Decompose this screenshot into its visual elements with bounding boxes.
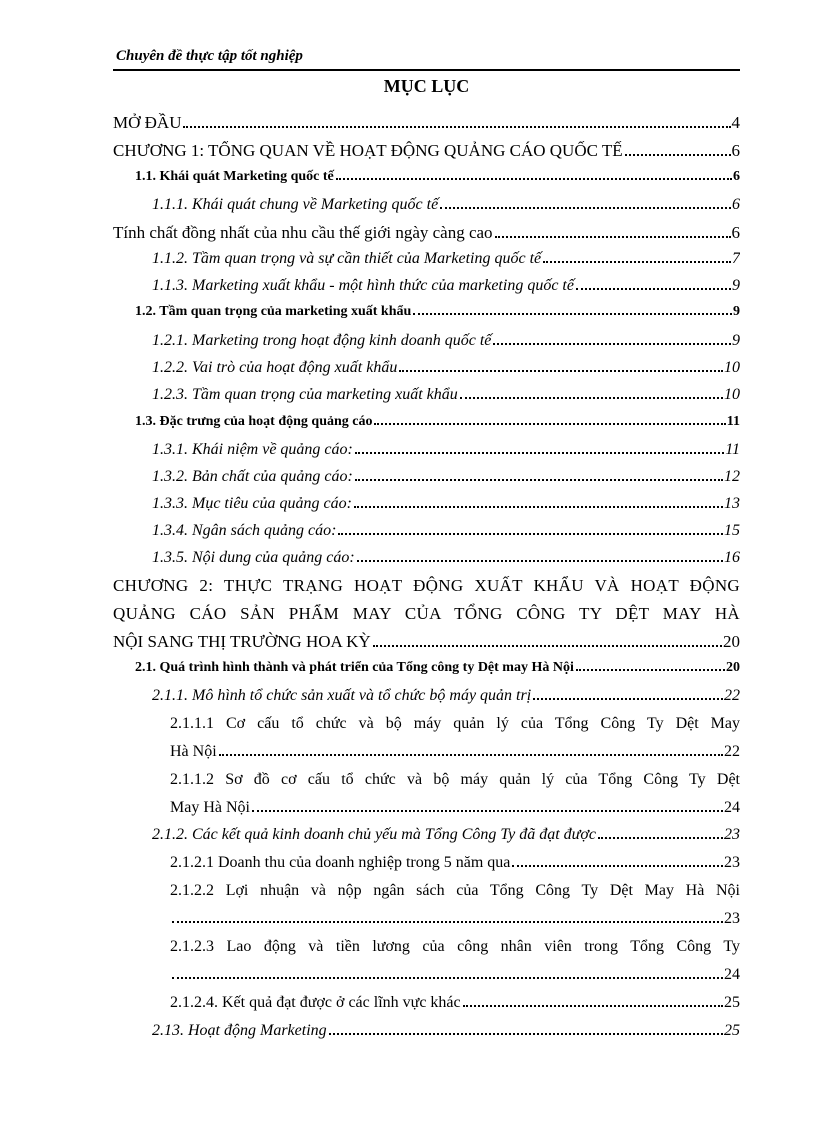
toc-entry[interactable] — [170, 743, 740, 761]
leader-dots — [374, 423, 725, 425]
leader-dots — [329, 1033, 723, 1035]
toc-entry[interactable] — [152, 468, 740, 486]
leader-dots — [336, 178, 732, 180]
leader-dots — [533, 698, 723, 700]
toc-entry-text: 1.2. Tầm quan trọng của marketing xuất khẩu — [135, 304, 412, 319]
page-header: Chuyên đề thực tập tốt nghiệp — [116, 48, 303, 64]
leader-dots — [355, 452, 724, 454]
header-rule — [113, 69, 740, 71]
toc-entry[interactable] — [170, 854, 740, 872]
toc-entry[interactable] — [135, 414, 740, 430]
toc-entry-page: 23 — [724, 854, 740, 871]
toc-entry-page: 11 — [725, 441, 740, 458]
leader-dots — [399, 370, 723, 372]
toc-entry-text: MỞ ĐẦU — [113, 113, 182, 132]
toc-entry-page: 6 — [731, 141, 740, 160]
toc-entry-text: 1.3.4. Ngân sách quảng cáo: — [152, 522, 337, 539]
toc-entry-page: 10 — [724, 359, 740, 376]
leader-dots — [495, 236, 731, 238]
toc-entry[interactable] — [152, 522, 740, 540]
toc-entry[interactable] — [152, 332, 740, 350]
toc-entry-page: 23 — [724, 826, 740, 843]
toc-entry-text: 2.13. Hoạt động Marketing — [152, 1022, 327, 1039]
toc-entry[interactable] — [113, 141, 740, 161]
toc-entry[interactable] — [135, 169, 740, 185]
toc-entry-text: 1.1.2. Tầm quan trọng và sự cần thiết của Marketing quốc tế — [152, 250, 542, 267]
toc-entry-page: 9 — [732, 332, 740, 349]
toc-entry-page: 6 — [732, 196, 740, 213]
toc-entry[interactable] — [152, 359, 740, 377]
toc-entry-text: 1.2.3. Tầm quan trọng của marketing xuất khẩu — [152, 386, 458, 403]
toc-entry-page: 6 — [733, 169, 740, 184]
toc-entry-text: 1.1. Khái quát Marketing quốc tế — [135, 169, 334, 184]
toc-entry[interactable] — [152, 1022, 740, 1040]
leader-dots — [543, 261, 731, 263]
toc-entry-text: 2.1.2.1 Doanh thu của doanh nghiệp trong 5 năm qua — [170, 854, 511, 871]
toc-entry-page: 24 — [724, 966, 740, 983]
leader-dots — [576, 669, 725, 671]
toc-entry-text: 2.1. Quá trình hình thành và phát triển của Tổng công ty Dệt may Hà Nội — [135, 660, 574, 675]
leader-dots — [252, 810, 723, 812]
toc-entry[interactable] — [152, 687, 740, 705]
toc-entry-text: 1.3. Đặc trưng của hoạt động quảng cáo — [135, 414, 373, 429]
toc-entry[interactable] — [135, 304, 740, 320]
toc-entry-text: 2.1.2.3 Lao động và tiền lương của công nhân viên trong Tổng Công Ty — [170, 938, 740, 955]
toc-entry[interactable] — [135, 660, 740, 676]
toc-chapter2-line2: QUẢNG CÁO SẢN PHẨM MAY CỦA TỔNG CÔNG TY DỆT MAY HÀ — [113, 604, 740, 623]
toc-entry-text: 2.1.2.2 Lợi nhuận và nộp ngân sách của Tổng Công Ty Dệt May Hà Nội — [170, 882, 740, 899]
leader-dots — [172, 921, 723, 923]
leader-dots — [413, 313, 732, 315]
toc-entry-page: 12 — [724, 468, 740, 485]
toc-entry-page: 9 — [733, 304, 740, 319]
toc-entry[interactable] — [170, 799, 740, 817]
toc-entry-page: 4 — [731, 113, 740, 132]
toc-entry-page: 22 — [724, 687, 740, 704]
toc-entry-page: 11 — [726, 414, 740, 429]
toc-entry-text: 1.1.3. Marketing xuất khẩu - một hình thức của marketing quốc tế — [152, 277, 574, 294]
leader-dots — [463, 1005, 723, 1007]
toc-entry-page: 23 — [724, 910, 740, 927]
leader-dots — [172, 977, 723, 979]
toc-entry-text: 2.1.1. Mô hình tổ chức sản xuất và tổ chức bộ máy quản trị — [152, 687, 532, 704]
toc-entry[interactable] — [170, 994, 740, 1012]
toc-entry-page: 15 — [724, 522, 740, 539]
leader-dots — [373, 645, 722, 647]
toc-entry-page: 24 — [724, 799, 740, 816]
toc-chapter2-line1: CHƯƠNG 2: THỰC TRẠNG HOẠT ĐỘNG XUẤT KHẨU VÀ HOẠT ĐỘNG — [113, 576, 740, 595]
toc-entry-page: 6 — [731, 223, 740, 242]
toc-entry[interactable] — [152, 441, 740, 459]
toc-entry-text: 1.1.1. Khái quát chung về Marketing quốc tế — [152, 196, 439, 213]
toc-entry-page: 22 — [724, 743, 740, 760]
toc-entry-page: 10 — [724, 386, 740, 403]
leader-dots — [338, 533, 723, 535]
toc-entry-text: 2.1.1.1 Cơ cấu tổ chức và bộ máy quản lý của Tổng Công Ty Dệt May — [170, 715, 740, 732]
toc-entry[interactable] — [170, 910, 740, 928]
toc-entry-page: 20 — [726, 660, 740, 675]
toc-entry[interactable] — [113, 113, 740, 133]
toc-entry-text: Tính chất đồng nhất của nhu cầu thế giới ngày càng cao — [113, 223, 493, 242]
leader-dots — [460, 397, 723, 399]
toc-entry-text: Hà Nội — [170, 743, 217, 760]
leader-dots — [357, 560, 723, 562]
toc-entry[interactable] — [170, 966, 740, 984]
toc-entry-text: 1.3.2. Bản chất của quảng cáo: — [152, 468, 353, 485]
leader-dots — [183, 126, 730, 128]
toc-entry[interactable] — [152, 826, 740, 844]
leader-dots — [219, 754, 723, 756]
toc-entry-text: 1.2.2. Vai trò của hoạt động xuất khẩu — [152, 359, 398, 376]
toc-title: MỤC LỤC — [383, 76, 470, 96]
leader-dots — [354, 506, 723, 508]
toc-entry[interactable] — [152, 495, 740, 513]
toc-entry-text: CHƯƠNG 1: TỔNG QUAN VỀ HOẠT ĐỘNG QUẢNG CÁO QUỐC TẾ — [113, 141, 623, 160]
toc-entry-page: 16 — [724, 549, 740, 566]
toc-entry[interactable] — [152, 549, 740, 567]
leader-dots — [440, 207, 731, 209]
leader-dots — [576, 288, 731, 290]
toc-entry-page: 25 — [724, 1022, 740, 1039]
toc-entry[interactable] — [113, 632, 740, 652]
toc-entry-page: 25 — [724, 994, 740, 1011]
toc-entry-text: 2.1.1.2 Sơ đồ cơ cấu tổ chức và bộ máy quản lý của Tổng Công Ty Dệt — [170, 771, 740, 788]
leader-dots — [493, 343, 731, 345]
toc-entry-text: 2.1.2. Các kết quả kinh doanh chủ yếu mà Tổng Công Ty đã đạt được — [152, 826, 597, 843]
leader-dots — [355, 479, 723, 481]
toc-entry-text: 1.3.3. Mục tiêu của quảng cáo: — [152, 495, 352, 512]
leader-dots — [625, 154, 731, 156]
leader-dots — [598, 837, 723, 839]
toc-entry-text: NỘI SANG THỊ TRƯỜNG HOA KỲ — [113, 632, 371, 651]
toc-entry-text: 2.1.2.4. Kết quả đạt được ở các lĩnh vực khác — [170, 994, 461, 1011]
toc-entry[interactable] — [152, 386, 740, 404]
toc-entry-page: 7 — [732, 250, 740, 267]
toc-entry-page: 20 — [723, 632, 740, 651]
toc-entry[interactable] — [152, 277, 740, 295]
toc-entry-text: 1.2.1. Marketing trong hoạt động kinh doanh quốc tế — [152, 332, 492, 349]
toc-entry[interactable] — [152, 196, 740, 214]
toc-entry-page: 13 — [724, 495, 740, 512]
toc-entry[interactable] — [152, 250, 740, 268]
toc-entry-text: 1.3.1. Khái niệm về quảng cáo: — [152, 441, 353, 458]
toc-entry[interactable] — [113, 223, 740, 243]
leader-dots — [512, 865, 723, 867]
toc-entry-text: May Hà Nội — [170, 799, 250, 816]
toc-entry-text: 1.3.5. Nội dung của quảng cáo: — [152, 549, 355, 566]
toc-entry-page: 9 — [732, 277, 740, 294]
